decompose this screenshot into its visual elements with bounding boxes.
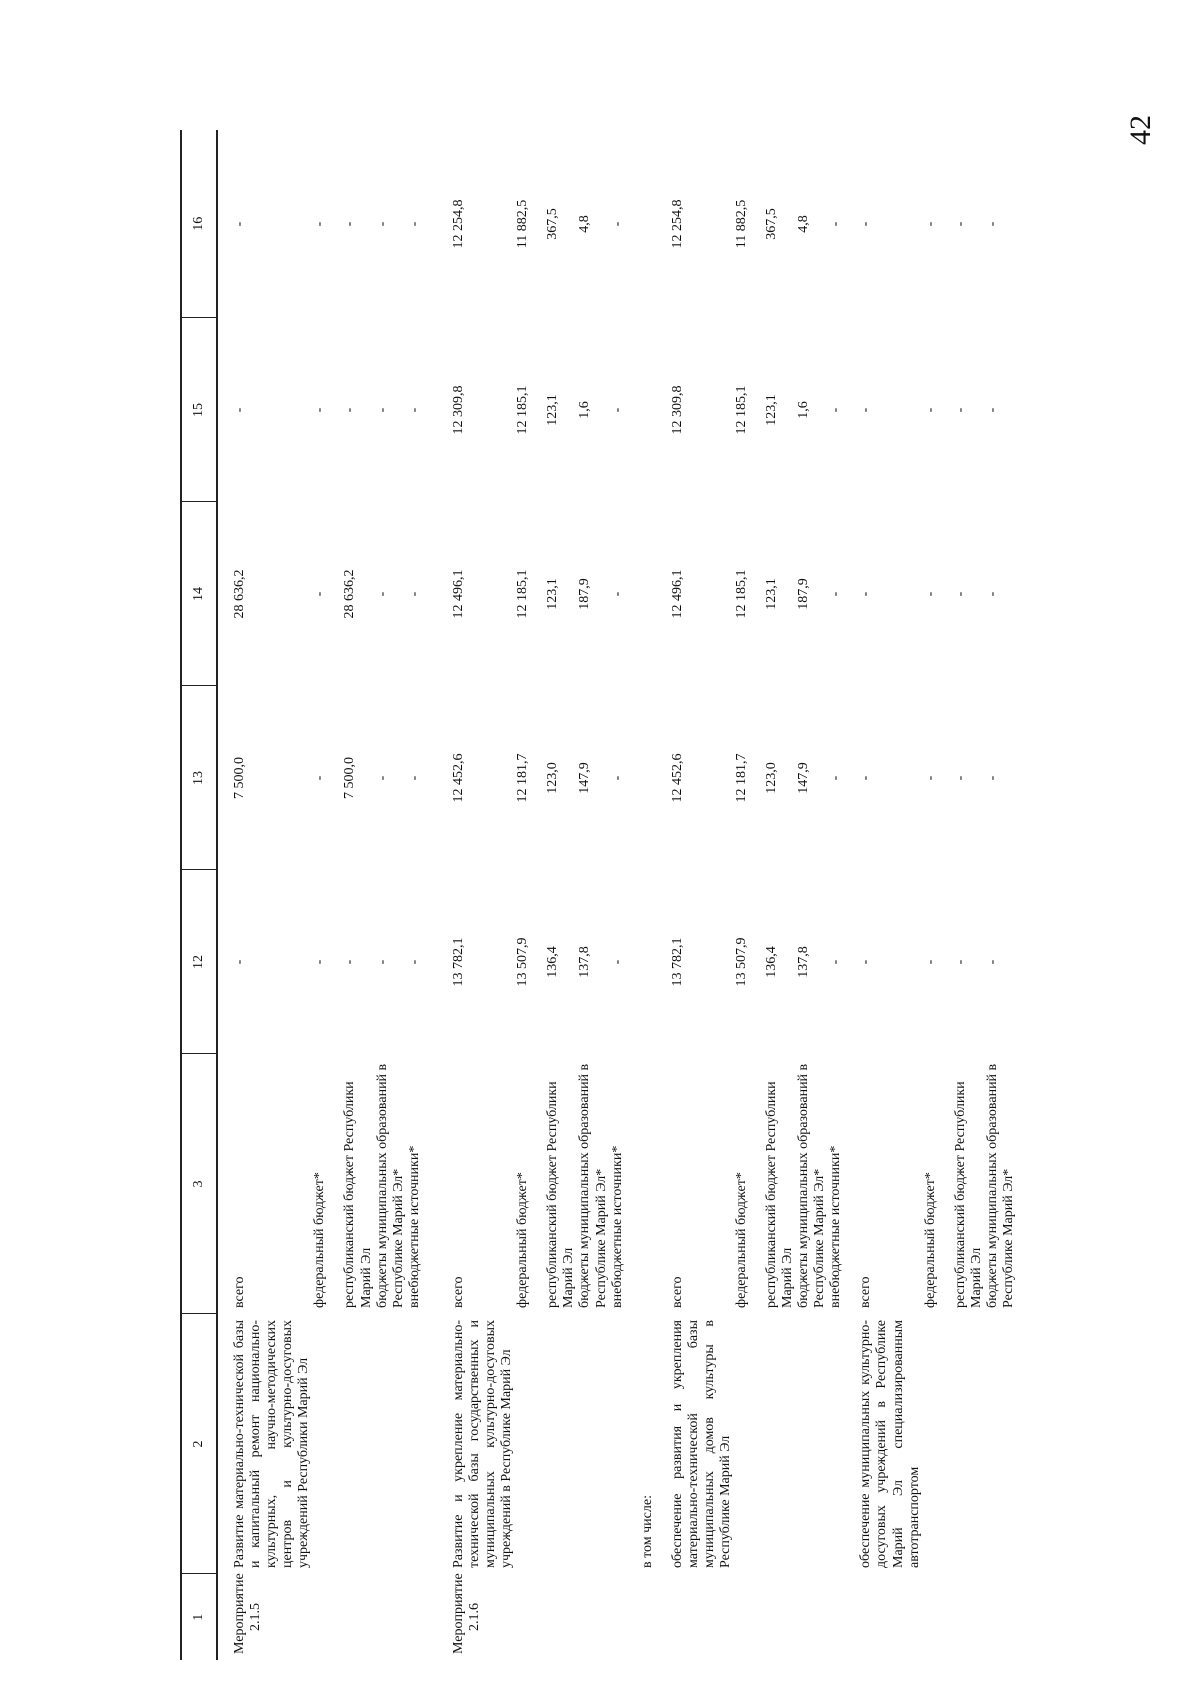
page-number: 42 [1124, 115, 1157, 145]
value-cell: - [922, 221, 938, 227]
table-row [828, 130, 858, 1660]
table-row [312, 130, 342, 1660]
table-row [953, 130, 985, 1660]
value-cell: 136,4 [763, 946, 779, 978]
description-cell: Развитие и укрепление материально-технической базы государственных и муниципальных культурно-досуговых учреждений в Республике Марий Эл [450, 1320, 515, 1568]
column-header: 13 [181, 686, 217, 870]
value-cell: - [952, 775, 968, 781]
rotated-page [180, 130, 1016, 1660]
value-cell: 12 496,1 [450, 569, 466, 619]
table-row [923, 130, 953, 1660]
measure-cell [312, 1574, 342, 1660]
value-cell: - [609, 775, 625, 781]
column-header: 12 [181, 870, 217, 1054]
value-cell: 123,1 [763, 578, 779, 610]
description-cell [515, 1314, 545, 1574]
value-cell: - [858, 959, 874, 965]
measure-cell [577, 1574, 609, 1660]
value-cell: - [828, 591, 844, 597]
measure-cell [953, 1574, 985, 1660]
description-cell: обеспечение развития и укрепления материально-технической базы муниципальных домов культуры в Республике Марий Эл [669, 1320, 733, 1568]
value-cell [640, 870, 670, 1054]
value-cell [640, 318, 670, 502]
measure-cell [407, 1574, 437, 1660]
source-cell: республиканский бюджет Республики Марий Эл [545, 1081, 577, 1308]
table-row [545, 130, 577, 1660]
table-row [764, 130, 796, 1660]
value-cell: - [858, 591, 874, 597]
value-cell: - [952, 591, 968, 597]
value-cell: - [232, 407, 247, 413]
value-cell: - [609, 959, 625, 965]
table-header-row [181, 130, 217, 1660]
source-cell: республиканский бюджет Республики Марий Эл [763, 1081, 796, 1308]
value-cell: - [374, 221, 390, 227]
description-cell [796, 1314, 828, 1574]
source-cell: федеральный бюджет* [733, 1172, 749, 1308]
value-cell: 13 507,9 [515, 937, 531, 987]
source-cell: республиканский бюджет Республики Марий Эл [342, 1081, 374, 1308]
column-header: 2 [181, 1314, 217, 1574]
value-cell: - [984, 591, 1000, 597]
budget-table [180, 130, 1017, 1660]
value-cell: 12 496,1 [669, 569, 685, 619]
source-cell: федеральный бюджет* [312, 1172, 328, 1308]
value-cell: - [952, 959, 968, 965]
description-cell [764, 1314, 796, 1574]
source-cell: внебюджетные источники* [406, 1145, 422, 1308]
description-cell [734, 1314, 764, 1574]
value-cell: 12 309,8 [669, 385, 685, 435]
description-cell [953, 1314, 985, 1574]
value-cell: 187,9 [796, 578, 812, 610]
description-cell [375, 1314, 407, 1574]
value-cell [640, 686, 670, 870]
value-cell: 4,8 [796, 215, 812, 233]
description-cell [545, 1314, 577, 1574]
value-cell: - [232, 959, 247, 965]
description-cell [577, 1314, 609, 1574]
source-cell: бюджеты муниципальных образований в Республике Марий Эл* [984, 1063, 1016, 1308]
column-header: 16 [181, 130, 217, 318]
value-cell: - [406, 407, 422, 413]
value-cell: 147,9 [577, 762, 593, 794]
value-cell: 123,0 [545, 762, 561, 794]
measure-cell: Мероприятие 2.1.5 [232, 1573, 264, 1654]
table-row [217, 130, 312, 1660]
description-cell [312, 1314, 342, 1574]
value-cell: 13 782,1 [669, 937, 685, 987]
value-cell: - [984, 221, 1000, 227]
value-cell: 12 452,6 [450, 753, 466, 803]
value-cell: - [984, 775, 1000, 781]
value-cell: - [374, 775, 390, 781]
description-cell [923, 1314, 953, 1574]
value-cell: - [828, 775, 844, 781]
value-cell: - [312, 591, 328, 597]
column-header: 15 [181, 318, 217, 502]
table-row [437, 130, 515, 1660]
source-cell: всего [858, 1276, 874, 1308]
table-body [217, 130, 1017, 1660]
measure-cell [923, 1574, 953, 1660]
table-row [610, 130, 640, 1660]
table-row [734, 130, 764, 1660]
value-cell: - [922, 591, 938, 597]
value-cell: - [858, 407, 874, 413]
value-cell: 137,8 [577, 946, 593, 978]
value-cell: - [342, 407, 358, 413]
value-cell: - [922, 407, 938, 413]
value-cell: 28 636,2 [342, 569, 358, 619]
measure-cell [545, 1574, 577, 1660]
source-cell: республиканский бюджет Республики Марий Эл [952, 1081, 984, 1308]
table-row [407, 130, 437, 1660]
value-cell: 12 181,7 [733, 753, 749, 803]
measure-cell [515, 1574, 545, 1660]
value-cell: - [232, 221, 247, 227]
value-cell: - [609, 591, 625, 597]
value-cell: 12 452,6 [669, 753, 685, 803]
measure-cell [858, 1574, 922, 1660]
table-row [796, 130, 828, 1660]
value-cell: 13 507,9 [733, 937, 749, 987]
value-cell: - [952, 407, 968, 413]
value-cell: 12 181,7 [515, 753, 531, 803]
table-row [375, 130, 407, 1660]
measure-cell [796, 1574, 828, 1660]
value-cell: - [406, 221, 422, 227]
source-cell: всего [669, 1276, 685, 1308]
value-cell: - [952, 221, 968, 227]
value-cell: - [342, 221, 358, 227]
value-cell: 12 254,8 [450, 199, 466, 249]
value-cell: 1,6 [796, 401, 812, 419]
description-cell [610, 1314, 640, 1574]
measure-cell [610, 1574, 640, 1660]
value-cell [640, 502, 670, 686]
value-cell: 123,0 [763, 762, 779, 794]
value-cell: 7 500,0 [342, 757, 358, 799]
description-cell: Развитие материально-технической базы и капитальный ремонт национально-культурных, научно-методических центров и культурно-досуговых учреждений Республики Марий Эл [232, 1320, 312, 1568]
measure-cell [640, 1574, 670, 1660]
table-row [858, 130, 922, 1660]
description-cell: обеспечение муниципальных культурно-досуговых учреждений в Республике Марий Эл специализированным автотранспортом [858, 1320, 922, 1568]
value-cell: - [312, 221, 328, 227]
value-cell: 123,1 [545, 394, 561, 426]
value-cell: 1,6 [577, 401, 593, 419]
value-cell: - [406, 959, 422, 965]
value-cell: 136,4 [545, 946, 561, 978]
value-cell: 12 254,8 [669, 199, 685, 249]
value-cell: 123,1 [763, 394, 779, 426]
value-cell: - [406, 591, 422, 597]
source-cell: федеральный бюджет* [922, 1172, 938, 1308]
description-cell [407, 1314, 437, 1574]
measure-cell [342, 1574, 374, 1660]
value-cell: 11 882,5 [733, 199, 749, 249]
value-cell: 12 185,1 [515, 569, 531, 619]
value-cell: - [374, 959, 390, 965]
table-row [577, 130, 609, 1660]
value-cell: - [984, 407, 1000, 413]
value-cell: 28 636,2 [232, 569, 247, 619]
value-cell: 367,5 [545, 208, 561, 240]
value-cell: 187,9 [577, 578, 593, 610]
table-row [640, 130, 670, 1660]
value-cell: 137,8 [796, 946, 812, 978]
value-cell: - [312, 959, 328, 965]
value-cell: 12 185,1 [733, 569, 749, 619]
value-cell: - [922, 959, 938, 965]
value-cell: 11 882,5 [515, 199, 531, 249]
value-cell: - [828, 959, 844, 965]
value-cell: 367,5 [763, 208, 779, 240]
value-cell: - [609, 407, 625, 413]
source-cell: всего [450, 1276, 466, 1308]
value-cell: - [984, 959, 1000, 965]
description-cell: в том числе: [639, 1495, 655, 1568]
value-cell: 147,9 [796, 762, 812, 794]
measure-cell: Мероприятие 2.1.6 [450, 1573, 482, 1654]
value-cell: 13 782,1 [450, 937, 466, 987]
value-cell: - [312, 407, 328, 413]
value-cell: 12 185,1 [515, 385, 531, 435]
column-header: 3 [181, 1054, 217, 1314]
table-row [515, 130, 545, 1660]
source-cell: внебюджетные источники* [609, 1145, 625, 1308]
value-cell: - [374, 407, 390, 413]
value-cell: - [374, 591, 390, 597]
value-cell: - [406, 775, 422, 781]
measure-cell [670, 1574, 734, 1660]
table-row [670, 130, 734, 1660]
value-cell: - [858, 775, 874, 781]
source-cell: бюджеты муниципальных образований в Республике Марий Эл* [374, 1063, 406, 1308]
value-cell: 4,8 [577, 215, 593, 233]
value-cell: - [858, 221, 874, 227]
column-header: 1 [181, 1574, 217, 1660]
value-cell: 12 309,8 [450, 385, 466, 435]
value-cell: - [828, 407, 844, 413]
value-cell: - [922, 775, 938, 781]
measure-cell [985, 1574, 1017, 1660]
measure-cell [734, 1574, 764, 1660]
description-cell [828, 1314, 858, 1574]
value-cell: 123,1 [545, 578, 561, 610]
value-cell: - [312, 775, 328, 781]
source-cell: бюджеты муниципальных образований в Республике Марий Эл* [577, 1063, 609, 1308]
table-row [985, 130, 1017, 1660]
measure-cell [764, 1574, 796, 1660]
value-cell [640, 130, 670, 318]
value-cell: - [609, 221, 625, 227]
value-cell: 7 500,0 [232, 757, 247, 799]
value-cell: - [342, 959, 358, 965]
measure-cell [375, 1574, 407, 1660]
source-cell: федеральный бюджет* [515, 1172, 531, 1308]
source-cell [640, 1054, 670, 1314]
column-header: 14 [181, 502, 217, 686]
source-cell: всего [232, 1276, 247, 1308]
table-row [342, 130, 374, 1660]
measure-cell [828, 1574, 858, 1660]
description-cell [985, 1314, 1017, 1574]
source-cell: бюджеты муниципальных образований в Республике Марий Эл* [796, 1063, 828, 1308]
description-cell [342, 1314, 374, 1574]
value-cell: - [828, 221, 844, 227]
source-cell: внебюджетные источники* [828, 1145, 844, 1308]
value-cell: 12 185,1 [733, 385, 749, 435]
